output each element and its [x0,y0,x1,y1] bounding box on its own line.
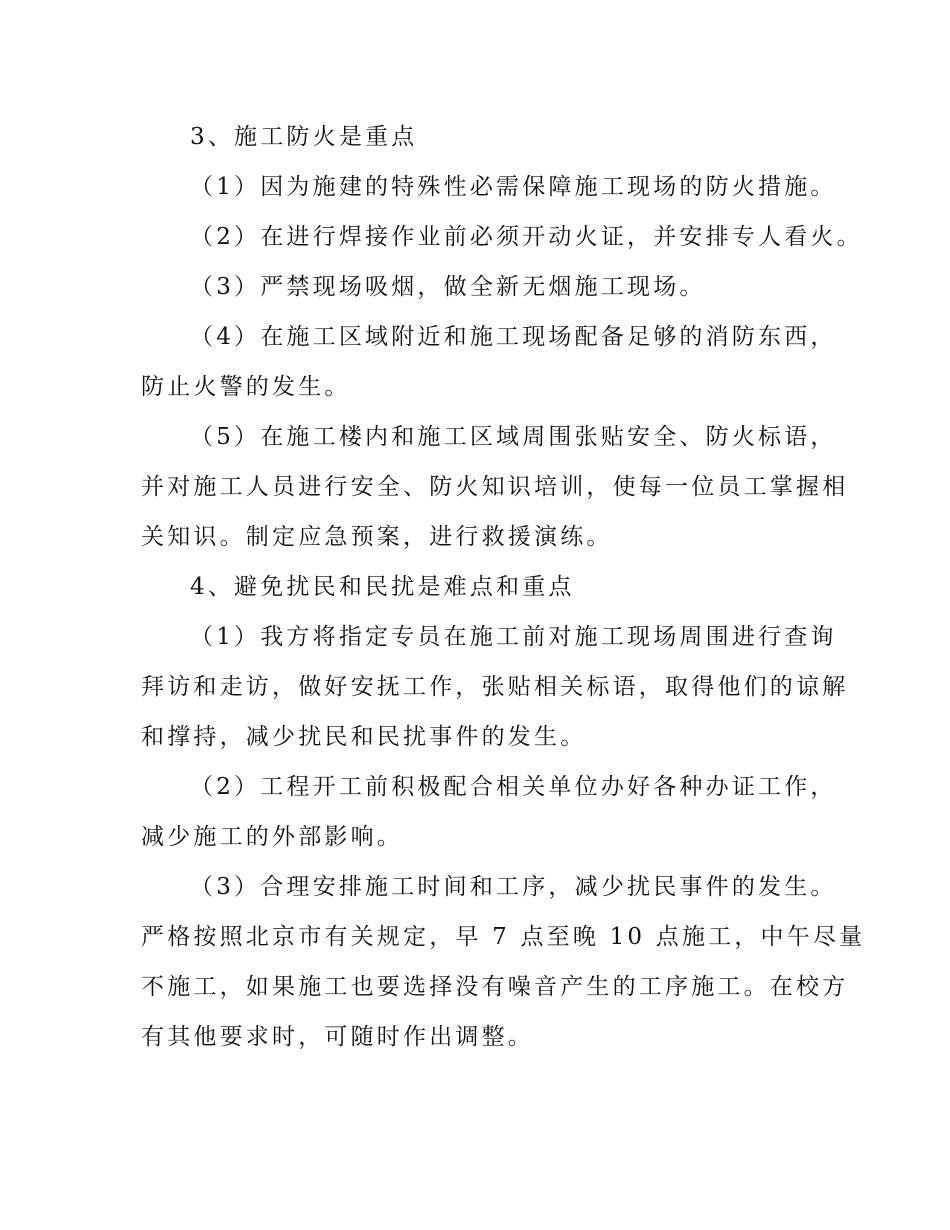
paragraph-line: （2）工程开工前积极配合相关单位办好各种办证工作， [190,774,837,800]
paragraph-line: 拜访和走访，做好安抚工作，张贴相关标语，取得他们的谅解 [141,674,849,700]
paragraph-line: 并对施工人员进行安全、防火知识培训，使每一位员工掌握相 [141,474,849,500]
paragraph-line: （1）因为施建的特殊性必需保障施工现场的防火措施。 [190,174,837,200]
paragraph-line: 严格按照北京市有关规定，早 7 点至晚 10 点施工，中午尽量 [141,924,866,950]
paragraph-line: （4）在施工区域附近和施工现场配备足够的消防东西， [190,324,837,350]
paragraph-line: （3）合理安排施工时间和工序，减少扰民事件的发生。 [190,874,837,900]
paragraph-line: 不施工，如果施工也要选择没有噪音产生的工序施工。在校方 [141,974,849,1000]
paragraph-line: 防止火警的发生。 [141,374,351,400]
paragraph-line: 有其他要求时，可随时作出调整。 [141,1024,534,1050]
section-heading-fire-prevention: 3、施工防火是重点 [190,124,418,150]
paragraph-line: （3）严禁现场吸烟，做全新无烟施工现场。 [190,274,706,300]
paragraph-line: 和撑持，减少扰民和民扰事件的发生。 [141,724,587,750]
paragraph-line: 减少施工的外部影响。 [141,824,403,850]
paragraph-line: 关知识。制定应急预案，进行救援演练。 [141,524,613,550]
paragraph-line: （2）在进行焊接作业前必须开动火证，并安排专人看火。 [190,224,863,250]
paragraph-line: （5）在施工楼内和施工区域周围张贴安全、防火标语， [190,424,837,450]
paragraph-line: （1）我方将指定专员在施工前对施工现场周围进行查询 [190,624,837,650]
section-heading-disturbance: 4、避免扰民和民扰是难点和重点 [190,574,575,600]
